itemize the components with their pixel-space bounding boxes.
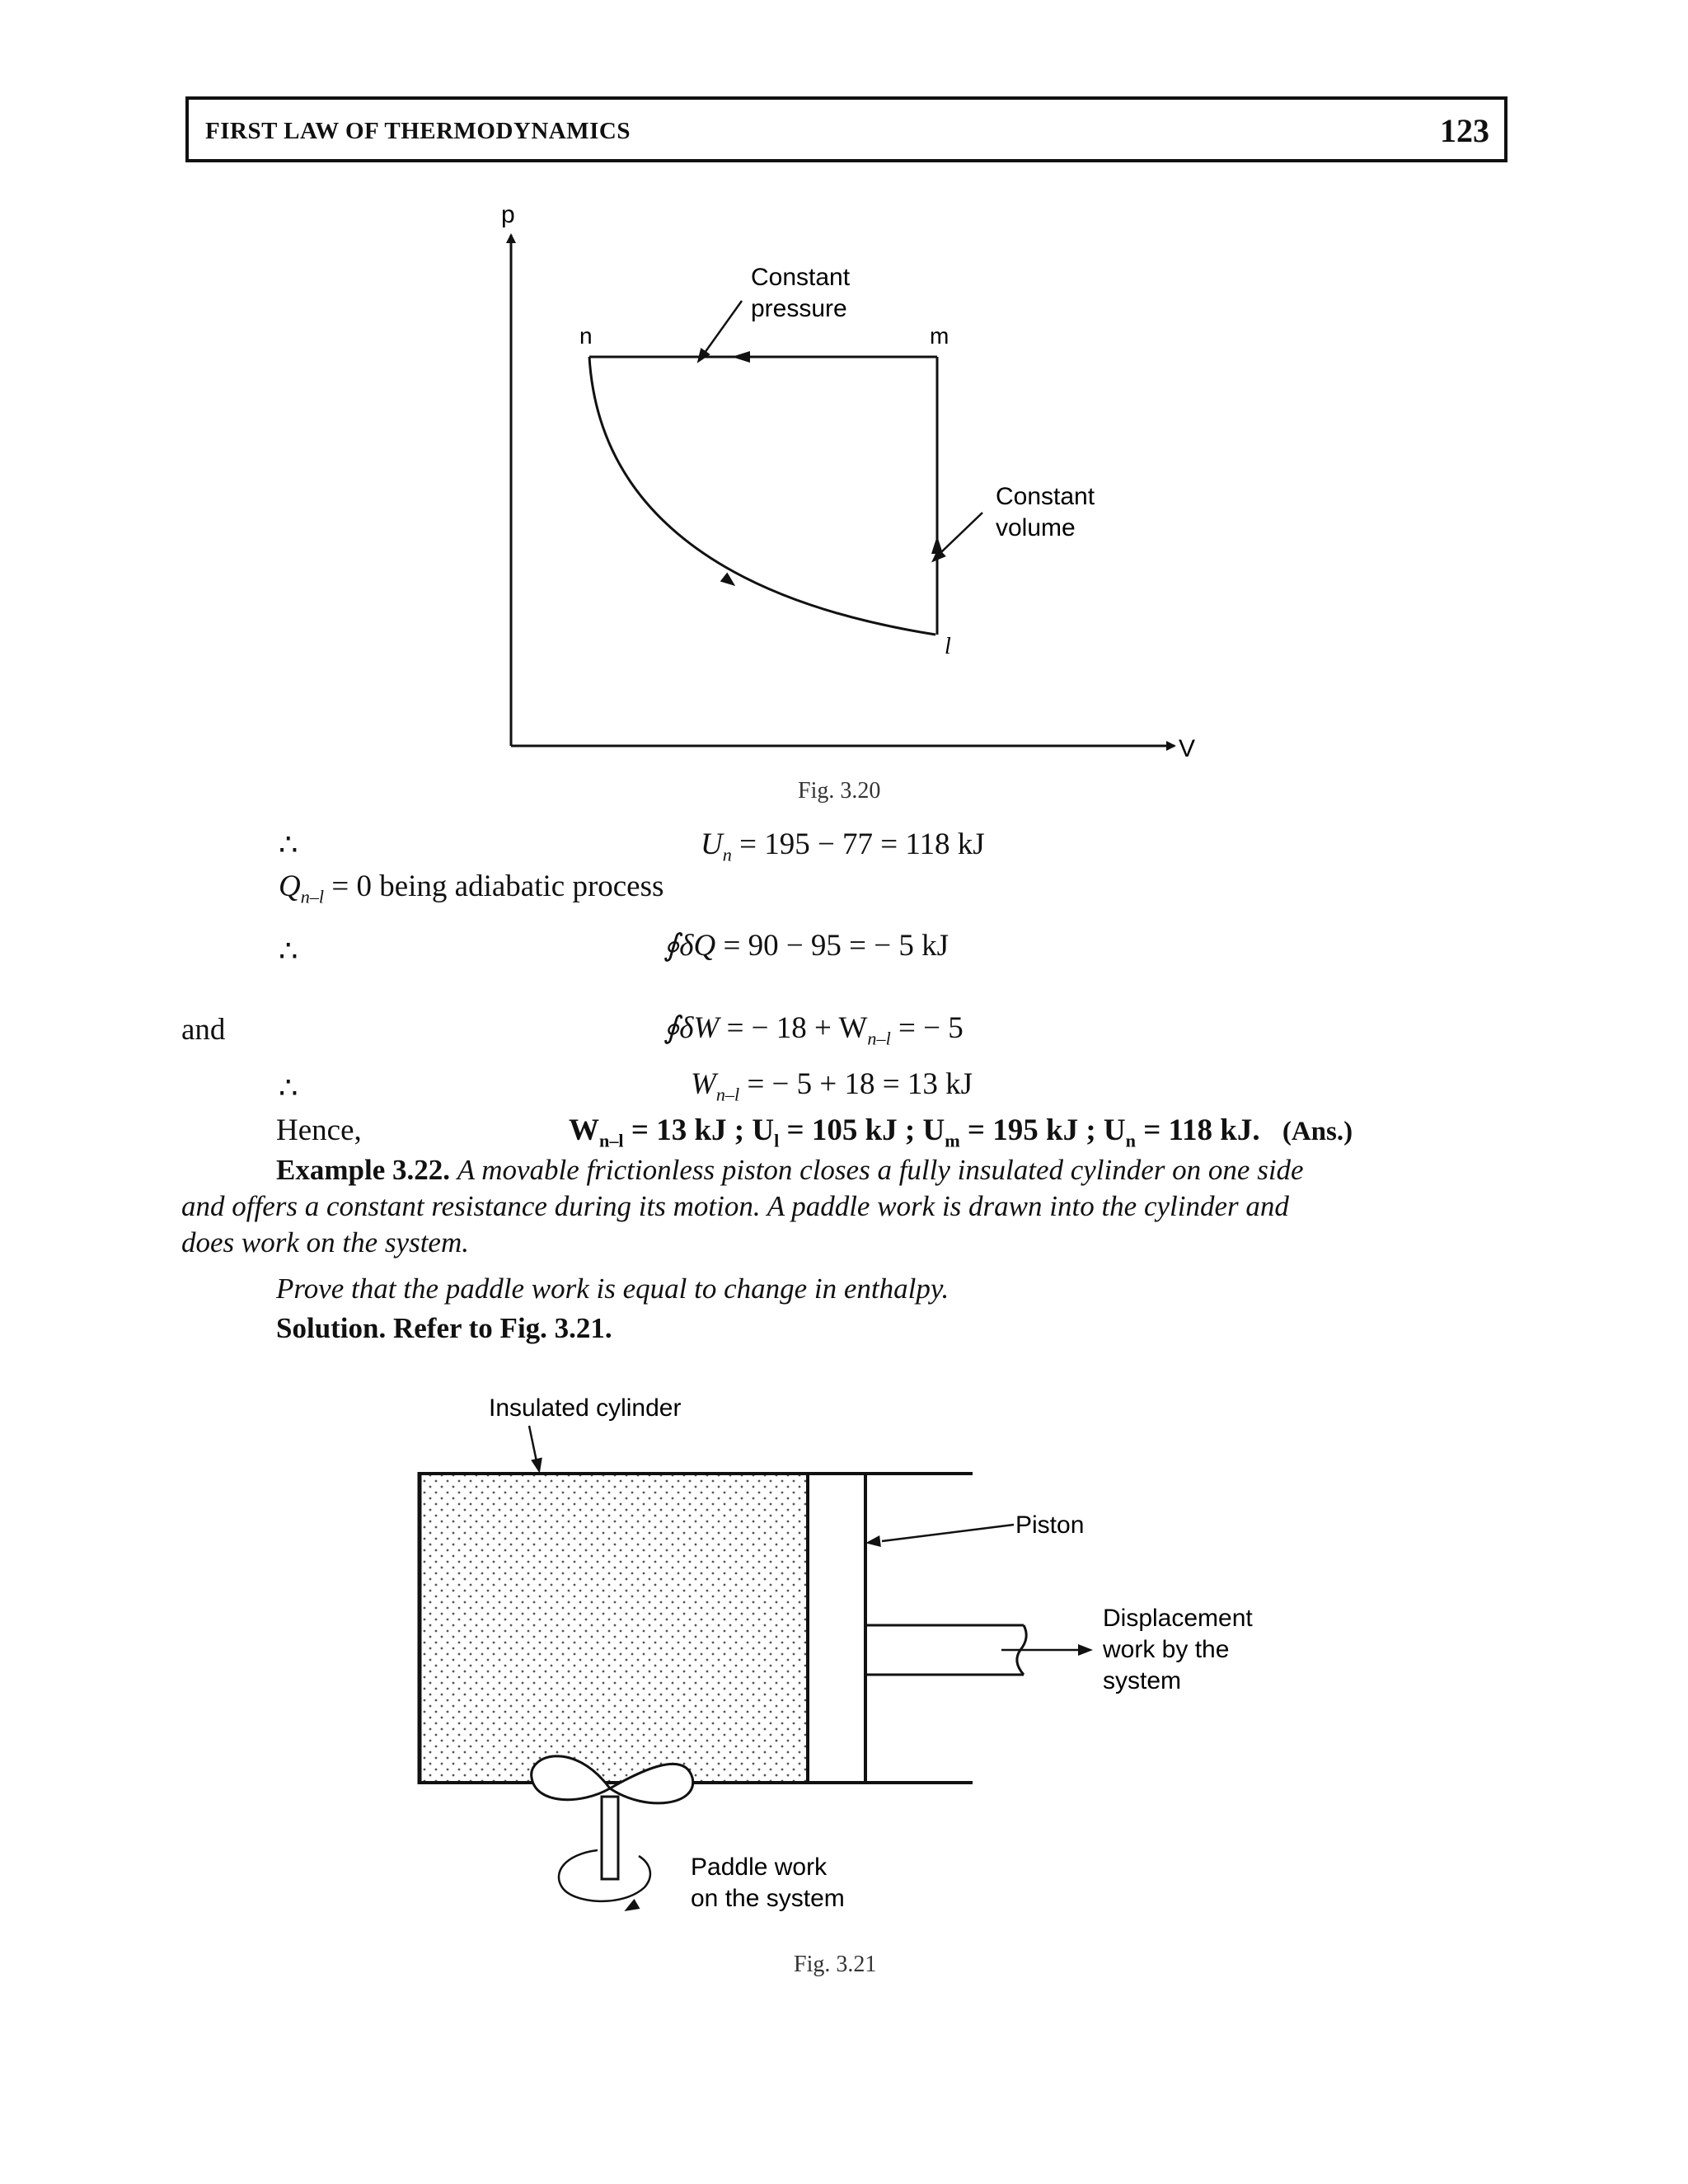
point-m-label: m xyxy=(930,323,950,349)
point-n-label: n xyxy=(579,323,593,349)
equation-q-adiabatic: $Q_{n-l} = 0$ being adiabatic process xyxy=(279,869,664,907)
page-header xyxy=(185,96,1507,162)
figure-3-20-caption: Fig. 3.20 xyxy=(798,778,881,804)
equation-cyclic-heat: ∮δQ = 90 − 95 = − 5 kJ xyxy=(663,929,950,963)
example-3-22: Example 3.22. A movable frictionless piston closes a fully insulated cylinder on one side and offers a constant resistance during its motion. A paddle work is drawn into the cylinder and does work on the system. xyxy=(181,1154,1304,1258)
point-l-label: l xyxy=(945,634,951,659)
pressure-leader xyxy=(705,301,742,353)
displacement-label-3: system xyxy=(1103,1667,1182,1694)
adiabatic-curve xyxy=(589,357,935,635)
constant-volume-label-1: Constant xyxy=(996,483,1095,510)
equation-un: $U_n = 195 - 77 = 118$ kJ xyxy=(701,827,985,865)
equation-cyclic-work: ∮δW = − $18 + W_{n-l}$ = − 5 xyxy=(663,1011,964,1049)
constant-pressure-label-1: Constant xyxy=(751,264,851,291)
therefore-3: ∴ xyxy=(279,1071,298,1105)
volume-leader xyxy=(941,513,982,552)
result-line: $W_{n-l} = 13$ kJ ; $U_l = 105$ kJ ; $U_m = 195$ kJ ; $U_n = 118$ kJ. (Ans.) xyxy=(569,1113,1353,1151)
displacement-arrow xyxy=(1078,1644,1093,1656)
therefore-2: ∴ xyxy=(279,935,298,968)
and-word: and xyxy=(181,1013,226,1047)
curve-direction-arrow xyxy=(720,572,739,590)
piston-label: Piston xyxy=(1015,1511,1085,1539)
hence-word: Hence, xyxy=(276,1113,362,1147)
prove-statement: Prove that the paddle work is equal to change in enthalpy. xyxy=(276,1272,950,1305)
paddle-label-1: Paddle work xyxy=(691,1854,828,1881)
gas-region xyxy=(420,1474,808,1783)
v-axis-label: V xyxy=(1179,735,1196,762)
figure-3-21-caption: Fig. 3.21 xyxy=(794,1952,877,1977)
constant-volume-label-2: volume xyxy=(996,514,1076,541)
chapter-title: FIRST LAW OF THERMODYNAMICS xyxy=(205,118,631,144)
insulated-cylinder-label: Insulated cylinder xyxy=(489,1394,682,1422)
displacement-label-1: Displacement xyxy=(1103,1605,1253,1632)
paddle-shaft xyxy=(602,1797,618,1879)
solution-line: Solution. Refer to Fig. 3.21. xyxy=(276,1312,612,1344)
pressure-direction-arrow xyxy=(732,351,750,363)
piston xyxy=(808,1474,865,1783)
figure-3-21 xyxy=(404,1368,1311,1945)
therefore-1: ∴ xyxy=(279,828,298,862)
paddle-label-2: on the system xyxy=(691,1885,845,1912)
constant-pressure-label-2: pressure xyxy=(751,295,847,322)
figure-3-20 xyxy=(478,198,1220,775)
equation-w-nl: $W_{n-l}$ = − 5 + 18 = 13 kJ xyxy=(691,1067,973,1105)
p-axis-label: p xyxy=(501,201,515,228)
displacement-label-2: work by the xyxy=(1103,1636,1230,1663)
page-number: 123 xyxy=(1440,112,1489,149)
